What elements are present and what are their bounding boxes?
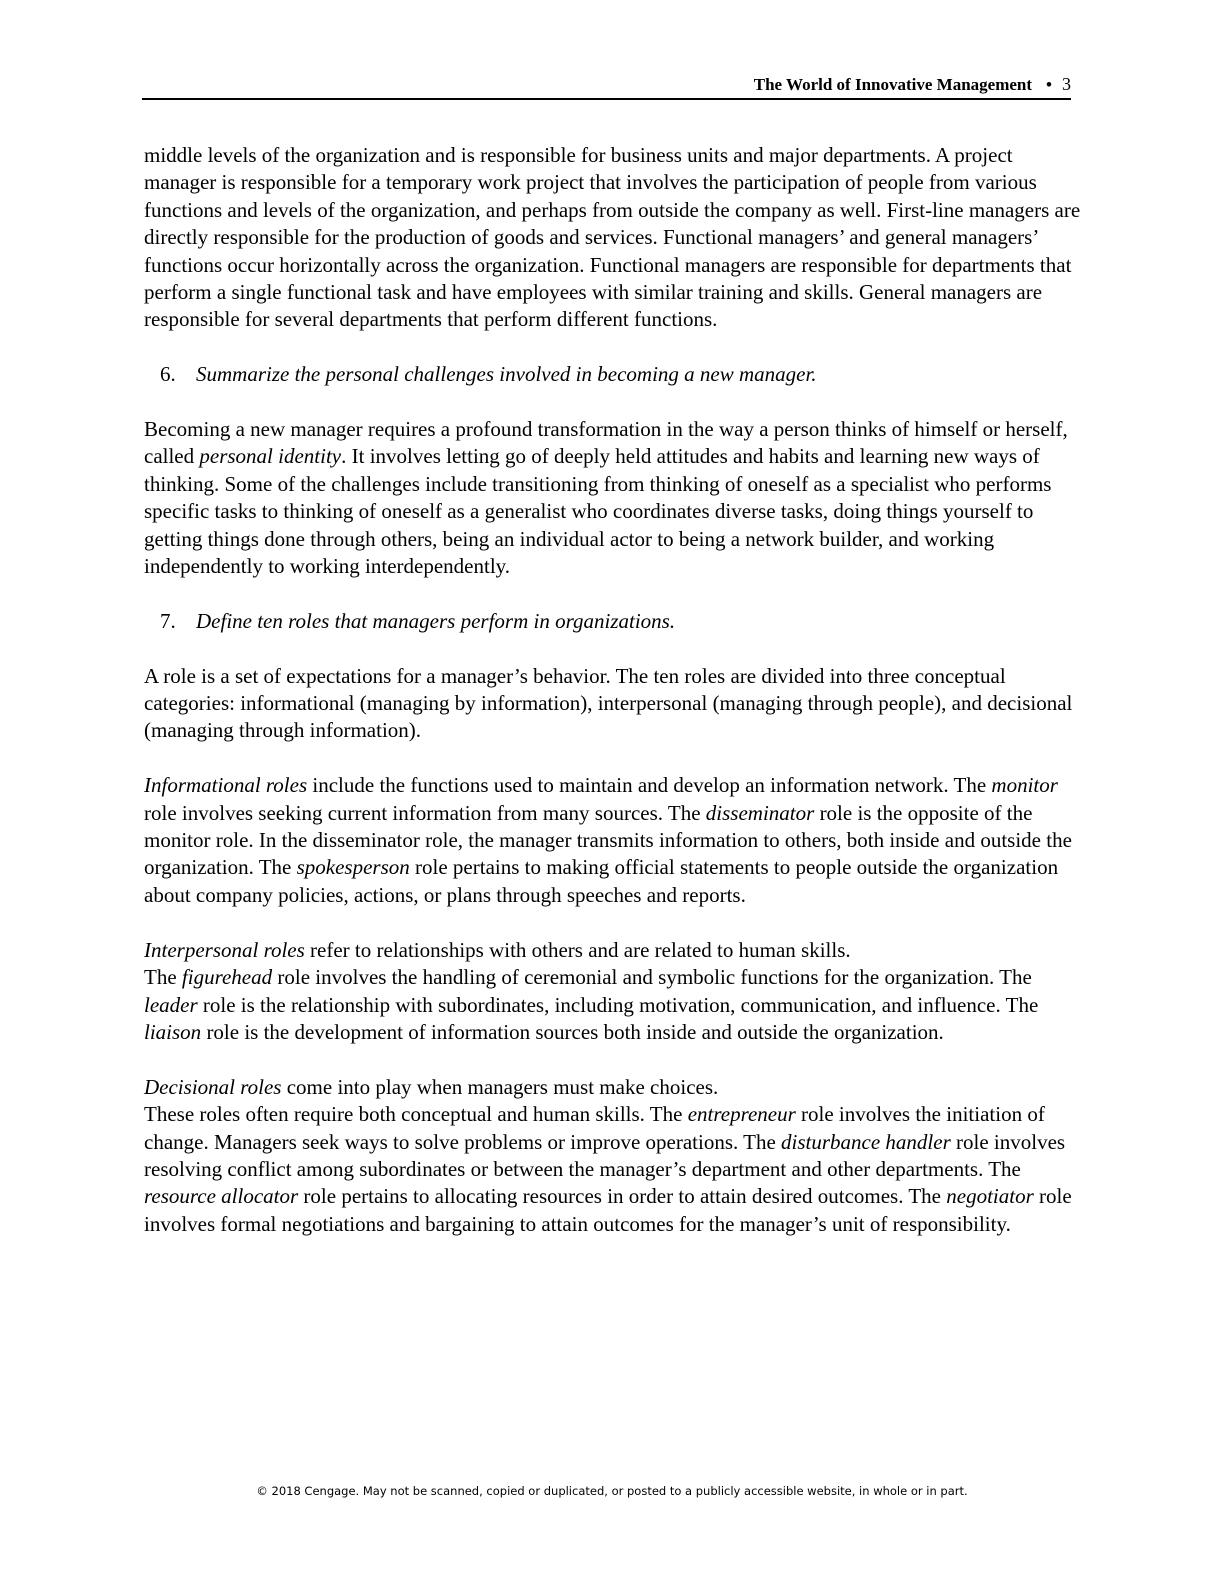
paragraph-role-definition: A role is a set of expectations for a manager’s behavior. The ten roles are divided into three conceptual categories: informational (managing by information), interpersonal (managing through people), and decisional (managing through information). — [144, 663, 1073, 743]
question-number: 6. — [160, 362, 176, 387]
emphasis-term: disseminator — [705, 800, 815, 825]
emphasis-term: entrepreneur — [687, 1102, 796, 1127]
question-text: Define ten roles that managers perform in organizations. — [196, 608, 676, 633]
text-run: role is the opposite of the monitor role. In the disseminator role, the manager transmits information to others, both inside and outside the organization. The — [144, 800, 1072, 880]
emphasis-term: liaison — [144, 1019, 202, 1044]
text-run: . It involves letting go of deeply held attitudes and habits and learning new ways of thinking. Some of the challenges include transitioning from thinking of oneself as a specialist who performs specific tasks to thinking of oneself as a generalist who coordinates diverse tasks, doing things yourself to getting things done through others, being an individual actor to being a network builder, and working independently to working interdependently. — [144, 444, 1052, 579]
emphasis-term: Decisional roles — [144, 1074, 282, 1099]
emphasis-term: spokesperson — [296, 855, 410, 880]
text-run: role involves formal negotiations and bargaining to attain outcomes for the manager’s unit of responsibility. — [144, 1184, 1072, 1236]
copyright-footer: © 2018 Cengage. May not be scanned, copied or duplicated, or posted to a publicly accessible website, in whole or in part. — [256, 1484, 968, 1498]
paragraph-interpersonal-roles — [144, 937, 1084, 1047]
paragraph-informational-roles — [144, 772, 1084, 909]
emphasis-term: leader — [144, 992, 198, 1017]
text-run: role involves seeking current information from many sources. The — [144, 800, 706, 825]
text-run: role involves the handling of ceremonial and symbolic functions for the organization. The — [272, 965, 1032, 990]
text-run: role involves the initiation of change. Managers seek ways to solve problems or improve operations. The — [144, 1102, 1045, 1154]
question-text: Summarize the personal challenges involved in becoming a new manager. — [196, 362, 817, 387]
paragraph-manager-levels: middle levels of the organization and is responsible for business units and major departments. A project manager is responsible for a temporary work project that involves the participation of people from various functions and levels of the organization, and perhaps from outside the company as well. First-line managers are directly responsible for the production of goods and services. Functional managers’ and general managers’ functions occur horizontally across the organization. Functional managers are responsible for departments that perform a single functional task and have employees with similar training and skills. General managers are responsible for several departments that perform different functions. — [144, 143, 1081, 332]
emphasis-term: monitor — [991, 773, 1058, 798]
header-title: The World of Innovative Management — [753, 75, 1033, 94]
text-run: role is the development of information sources both inside and outside the organization. — [201, 1019, 944, 1044]
question-number: 7. — [160, 608, 176, 633]
emphasis-term: Interpersonal roles — [144, 937, 305, 962]
emphasis-term: figurehead — [181, 965, 273, 990]
question-6 — [144, 361, 1084, 388]
text-run: include the functions used to maintain and develop an information network. The — [307, 773, 992, 798]
text-run: These roles often require both conceptual and human skills. The — [144, 1102, 688, 1127]
running-header — [142, 72, 1071, 100]
text-run: role pertains to making official statements to people outside the organization about company policies, actions, or plans through speeches and reports. — [144, 855, 1059, 907]
emphasis-term: resource allocator — [144, 1184, 299, 1209]
paragraph-new-manager — [144, 416, 1084, 580]
question-7 — [144, 608, 1084, 635]
emphasis-term: Informational roles — [144, 773, 308, 798]
emphasis-term: personal identity — [199, 444, 342, 469]
text-run: role pertains to allocating resources in order to attain desired outcomes. The — [298, 1184, 947, 1209]
page-number: 3 — [1062, 74, 1071, 94]
emphasis-term: disturbance handler — [781, 1129, 951, 1154]
text-run: The — [144, 965, 182, 990]
text-run: role involves resolving conflict among subordinates or between the manager’s department and other departments. The — [144, 1129, 1066, 1181]
paragraph-decisional-roles — [144, 1074, 1084, 1238]
emphasis-term: negotiator — [946, 1184, 1034, 1209]
text-run: come into play when managers must make choices. — [281, 1074, 719, 1099]
text-run: refer to relationships with others and are related to human skills. — [304, 937, 851, 962]
text-run: Becoming a new manager requires a profound transformation in the way a person thinks of himself or herself, called — [144, 417, 1068, 469]
bullet-separator-icon: • — [1046, 75, 1052, 94]
body-text — [144, 142, 1084, 1238]
text-run: role is the relationship with subordinates, including motivation, communication, and influence. The — [197, 992, 1039, 1017]
